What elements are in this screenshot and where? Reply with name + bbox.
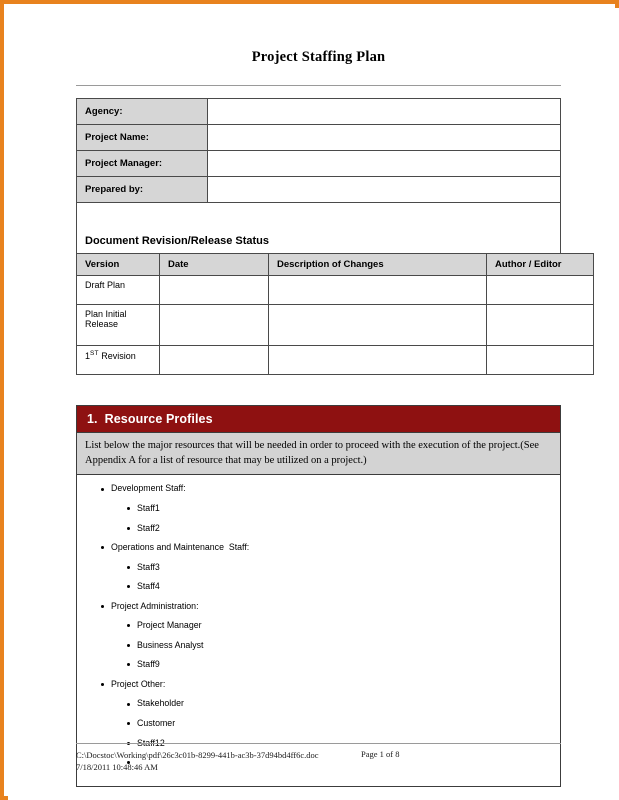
section-title: Resource Profiles	[104, 412, 213, 426]
list-item-label: Project Other:	[111, 678, 166, 689]
list-item-label: Stakeholder	[137, 698, 184, 709]
bullet-icon	[101, 679, 111, 689]
cell-version-first-revision	[77, 346, 160, 375]
bullet-icon	[127, 718, 137, 728]
list-item-label: Development Staff:	[111, 483, 186, 494]
cell-description-first-revision[interactable]	[269, 346, 487, 375]
list-item	[77, 483, 560, 494]
cell-author-plan-initial-release[interactable]	[487, 305, 594, 346]
list-item	[77, 503, 560, 514]
section-instructions: List below the major resources that will be needed in order to proceed with the execution of the project.(See Appendix A for a list of resource that may be utilized on a project.)	[77, 432, 560, 475]
list-item-label: Staff9	[137, 659, 160, 670]
label-prepared-by: Prepared by:	[77, 177, 208, 203]
list-item-label: Operations and Maintenance Staff:	[111, 542, 250, 553]
list-item	[77, 620, 560, 631]
list-item-label: Staff4	[137, 581, 160, 592]
revision-heading: Document Revision/Release Status	[85, 235, 270, 247]
list-item	[77, 542, 560, 553]
list-item	[77, 718, 560, 729]
table-row	[77, 305, 594, 346]
list-item-label: Staff1	[137, 502, 160, 513]
column-header-date: Date	[160, 254, 269, 276]
value-project-manager[interactable]	[208, 151, 561, 177]
version-ordinal-suffix: ST	[90, 350, 99, 357]
bullet-icon	[127, 562, 137, 572]
bullet-icon	[101, 601, 111, 611]
list-item-label: Project Administration:	[111, 600, 199, 611]
list-item-label: Staff2	[137, 522, 160, 533]
project-info-table	[76, 98, 561, 254]
table-row	[77, 346, 594, 375]
bullet-icon	[101, 483, 111, 493]
cell-description-plan-initial-release[interactable]	[269, 305, 487, 346]
section-number: 1.	[87, 412, 98, 426]
column-header-author-editor: Author / Editor	[487, 254, 594, 276]
revision-heading-cell	[77, 203, 561, 254]
table-row-prepared-by	[77, 177, 561, 203]
label-agency: Agency:	[77, 99, 208, 125]
cell-date-plan-initial-release[interactable]	[160, 305, 269, 346]
footer-file-path: C:\Docstoc\Working\pdf\26c3c01b-8299-441b-ac3b-37d94bd4ff6c.doc	[76, 750, 319, 760]
list-item	[77, 640, 560, 651]
table-row-revision-heading	[77, 203, 561, 254]
section-resource-profiles	[76, 405, 561, 787]
section-header-bar	[77, 406, 560, 432]
column-header-version: Version	[77, 254, 160, 276]
list-item-label: Business Analyst	[137, 639, 204, 650]
table-row-agency	[77, 99, 561, 125]
table-row-project-manager	[77, 151, 561, 177]
list-item	[77, 679, 560, 690]
bullet-icon	[127, 659, 137, 669]
cell-date-first-revision[interactable]	[160, 346, 269, 375]
list-item-label: Project Manager	[137, 620, 202, 631]
bullet-icon	[127, 523, 137, 533]
footer-left-block	[76, 749, 361, 774]
list-item	[77, 601, 560, 612]
list-item-label: Staff3	[137, 561, 160, 572]
list-item	[77, 698, 560, 709]
footer-page-number: Page 1 of 8	[361, 749, 400, 759]
cell-version-draft-plan: Draft Plan	[77, 276, 160, 305]
bullet-icon	[127, 698, 137, 708]
list-item-label: Customer	[137, 718, 176, 728]
table-row	[77, 276, 594, 305]
bullet-icon	[127, 640, 137, 650]
page-footer	[76, 749, 561, 774]
version-number: 1	[85, 351, 91, 361]
list-item	[77, 562, 560, 573]
revision-table-header	[77, 254, 594, 276]
project-info-table-body	[77, 99, 561, 254]
bullet-icon	[127, 581, 137, 591]
title-divider	[76, 85, 561, 86]
label-project-manager: Project Manager:	[77, 151, 208, 177]
table-header-row	[77, 254, 594, 276]
resource-list	[77, 475, 560, 786]
value-agency[interactable]	[208, 99, 561, 125]
cell-date-draft-plan[interactable]	[160, 276, 269, 305]
page-content	[76, 8, 561, 787]
list-item	[77, 581, 560, 592]
column-header-description: Description of Changes	[269, 254, 487, 276]
table-row-project-name	[77, 125, 561, 151]
cell-author-draft-plan[interactable]	[487, 276, 594, 305]
bullet-icon	[127, 620, 137, 630]
bullet-icon	[127, 503, 137, 513]
value-project-name[interactable]	[208, 125, 561, 151]
cell-description-draft-plan[interactable]	[269, 276, 487, 305]
footer-divider	[76, 743, 561, 744]
revision-status-table	[76, 253, 594, 375]
version-label: Revision	[98, 351, 136, 361]
document-page	[8, 8, 619, 800]
label-project-name: Project Name:	[77, 125, 208, 151]
cell-author-first-revision[interactable]	[487, 346, 594, 375]
bullet-icon	[101, 542, 111, 552]
revision-table-body	[77, 276, 594, 375]
page-title: Project Staffing Plan	[251, 49, 386, 65]
footer-timestamp: 7/18/2011 10:48:46 AM	[76, 762, 158, 773]
list-item	[77, 523, 560, 534]
cell-version-plan-initial-release: Plan Initial Release	[77, 305, 160, 346]
list-item	[77, 659, 560, 670]
value-prepared-by[interactable]	[208, 177, 561, 203]
